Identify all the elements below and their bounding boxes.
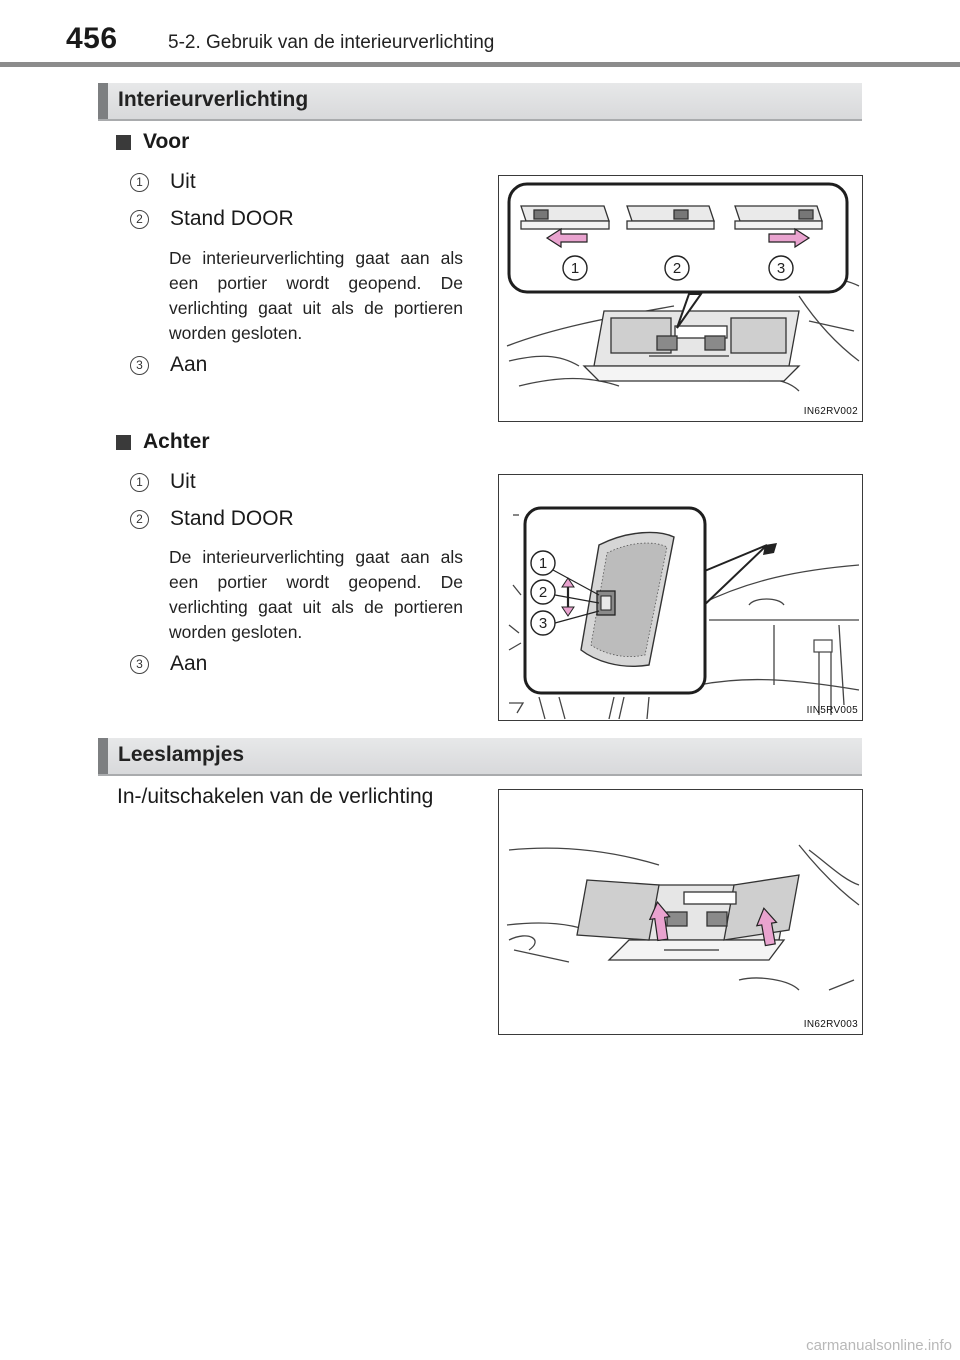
number-badge: 1: [130, 473, 149, 492]
list-item: [130, 207, 294, 231]
figure-id: IN62RV003: [803, 1019, 858, 1030]
figure-front-lights: [498, 175, 863, 422]
running-head: 5-2. Gebruik van de interieurverlichting: [168, 32, 495, 53]
figure-id: IN62RV002: [803, 406, 858, 417]
subheading-label: Voor: [143, 130, 190, 153]
section-bar-interieurverlichting: [98, 83, 862, 121]
item-label: Uit: [170, 470, 196, 493]
callout-3: 3: [776, 260, 786, 277]
list-item: [130, 652, 207, 676]
body-text: In-/uitschakelen van de verlichting: [117, 785, 434, 808]
header-rule: [0, 62, 960, 67]
figure-reading-lamps: [498, 789, 863, 1035]
section-bar-leeslampjes: [98, 738, 862, 776]
reading-lamps-illustration: [499, 790, 862, 1034]
item-label: Stand DOOR: [170, 207, 294, 230]
section-bar-accent: [98, 738, 108, 774]
list-item: [130, 470, 196, 494]
rear-dome-light-illustration: [499, 475, 862, 720]
number-badge: 1: [130, 173, 149, 192]
item-description: De interieurverlichting gaat aan als een portier wordt geopend. De verlichting gaat uit als de portieren worden gesloten.: [169, 248, 463, 343]
square-bullet-icon: [116, 135, 131, 150]
figure-id: IIN5RV005: [806, 705, 858, 716]
watermark: carmanualsonline.info: [806, 1337, 952, 1354]
item-label: Stand DOOR: [170, 507, 294, 530]
callout-2: 2: [538, 584, 548, 601]
list-item: [130, 170, 196, 194]
section-title: Leeslampjes: [118, 743, 245, 766]
list-item: [130, 507, 294, 531]
callout-3: 3: [538, 615, 548, 632]
section-title: Interieurverlichting: [118, 88, 309, 111]
subheading-voor: [116, 130, 189, 154]
list-item: [130, 353, 207, 377]
page-number: 456: [66, 22, 118, 55]
front-console-illustration: [499, 176, 862, 421]
callout-1: 1: [538, 555, 548, 572]
number-badge: 2: [130, 510, 149, 529]
item-label: Aan: [170, 652, 208, 675]
figure-rear-light: [498, 474, 863, 721]
number-badge: 3: [130, 655, 149, 674]
square-bullet-icon: [116, 435, 131, 450]
subheading-achter: [116, 430, 210, 454]
callout-2: 2: [672, 260, 682, 277]
number-badge: 3: [130, 356, 149, 375]
number-badge: 2: [130, 210, 149, 229]
subheading-label: Achter: [143, 430, 210, 453]
item-label: Uit: [170, 170, 196, 193]
item-label: Aan: [170, 353, 208, 376]
section-bar-accent: [98, 83, 108, 119]
item-description: De interieurverlichting gaat aan als een portier wordt geopend. De verlichting gaat uit als de portieren worden gesloten.: [169, 547, 463, 642]
callout-1: 1: [570, 260, 580, 277]
